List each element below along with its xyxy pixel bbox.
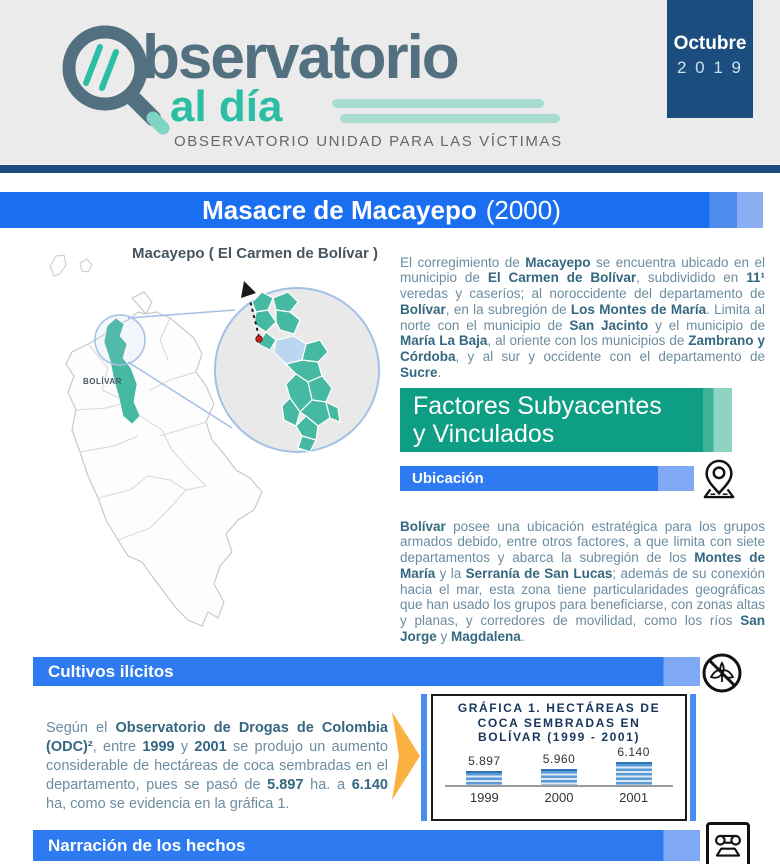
chart-bar-column [597,745,671,785]
issue-year: 2 0 1 9 [677,58,743,77]
colombia-map [10,240,400,662]
article-title: Masacre de Macayepo [202,194,477,225]
x-tick-label: 2000 [544,789,574,805]
vehicle-icon [706,822,750,864]
chart-title: GRÁFICA 1. HECTÁREAS DE COCA SEMBRADAS EN BOLÍVAR (1999 - 2001) [457,701,661,744]
factores-section-header [400,388,732,452]
no-coca-leaf-icon [698,651,746,695]
cultivos-heading: Cultivos ilícitos [48,662,174,681]
chart-side-strip [421,694,427,821]
chart-bar-column [447,754,521,785]
decorative-line [332,99,544,108]
ubicacion-paragraph: Bolívar posee una ubicación estratégica para los grupos armados debido, entre otros factores, a que limita con siete departamentos y abarca la subregión de los Montes de María y la Serranía de San Lucas; además de su conexión hacia el mar, esta zona tiene particularidades geográficas que han usado los grupos para beneficiarse, con zonas altas y planas, y corredores de movilidad, como los ríos San Jorge y Magdalena. [400,518,765,645]
x-tick-label: 2001 [619,789,649,805]
header-divider [0,165,780,173]
chart-categories [433,787,685,805]
ubicacion-heading: Ubicación [412,470,484,487]
zoom-source-circle [95,315,145,365]
header [0,0,780,164]
location-map [10,240,400,662]
bar [616,762,652,785]
article-title-year: (2000) [485,194,561,225]
factores-line1: Factores Subyacentes [413,392,662,420]
department-label: BOLÍVAR [83,377,122,386]
coca-hectares-chart [431,694,687,821]
map-pin-icon [700,458,738,500]
narracion-heading: Narración de los hechos [48,836,246,855]
x-tick-label: 1999 [469,789,499,805]
chart-bar-column [522,752,596,785]
bar [541,769,577,785]
logo-subtitle: al día [170,82,283,131]
intro-paragraph: El corregimiento de Macayepo se encuentra ubicado en el municipio de El Carmen de Bolívar, subdividido en 11¹ veredas y caseríos; al noroccidente del departamento de Bolívar, en la subregión de Los Montes de María. Limita al norte con el municipio de San Jacinto y el municipio de María La Baja, al oriente con los municipios de Zambrano y Córdoba, y al sur y occidente con el departamento de Sucre. [400,254,765,381]
bar-value-label: 5.897 [468,753,501,768]
cultivos-heading-bar [33,657,700,686]
macayepo-dot [256,336,262,342]
logo-wordmark: bservatorio [142,23,458,92]
bar-value-label: 6.140 [617,744,650,759]
ubicacion-heading-bar [400,466,694,491]
bar-value-label: 5.960 [542,751,576,766]
decorative-line [340,114,560,123]
map-callout-label: Macayepo ( El Carmen de Bolívar ) [132,245,378,262]
issue-month: Octubre [673,33,747,54]
article-title-bar [0,192,763,228]
cultivos-paragraph: Según el Observatorio de Drogas de Colombia (ODC)², entre 1999 y 2001 se produjo un aumento considerable de hectáreas de coca sembradas en el departamento, pues se pasó de 5.897 ha. a 6.140 ha, como se evidencia en la gráfica 1. [46,719,388,813]
flow-arrow-icon [392,712,422,800]
narracion-heading-bar [33,830,700,861]
callout-arrowhead [241,281,256,298]
chart-plot [433,745,685,785]
issue-date-box [667,0,753,118]
chart-side-strip [690,694,696,821]
organization-tagline: OBSERVATORIO UNIDAD PARA LAS VÍCTIMAS [174,133,563,150]
bar [466,771,502,785]
factores-line2: y Vinculados [413,420,555,448]
